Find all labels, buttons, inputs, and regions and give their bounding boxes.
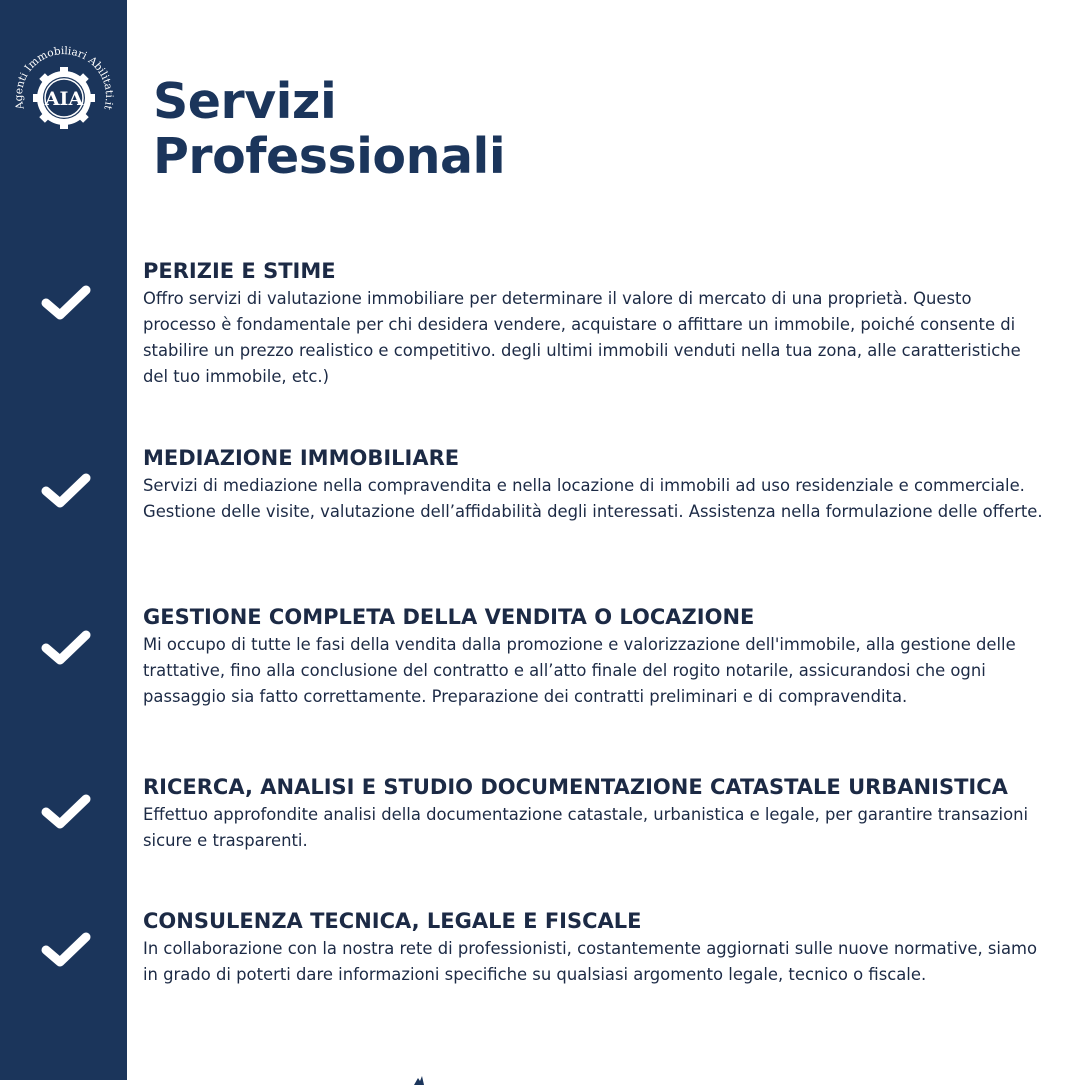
service-body: In collaborazione con la nostra rete di professionisti, costantemente aggiornati sulle nuove normative, siamo in grado di poterti dare informazioni specifiche su qualsiasi argomento legale, tecnico o fiscale. (143, 939, 1038, 984)
check-icon (39, 929, 93, 969)
service-heading: PERIZIE E STIME (143, 259, 336, 283)
check-icon (39, 282, 93, 322)
service-gestione (143, 604, 1043, 710)
service-perizie (143, 258, 1043, 390)
service-heading: GESTIONE COMPLETA DELLA VENDITA O LOCAZIONE (143, 605, 755, 629)
service-body: Offro servizi di valutazione immobiliare per determinare il valore di mercato di una proprietà. Questo processo è fondamentale per chi desidera vendere, acquistare o affittare un immobile, poiché consente di stabilire un prezzo realistico e competitivo. degli ultimi immobili venduti nella tua zona, alle caratteristiche del tuo immobile, etc.) (143, 289, 1021, 386)
logo-icon (8, 36, 120, 148)
check-icon (39, 791, 93, 831)
service-heading: RICERCA, ANALISI E STUDIO DOCUMENTAZIONE CATASTALE URBANISTICA (143, 775, 1008, 799)
page-title-line2: Professionali (153, 128, 506, 185)
page-title-line1: Servizi (153, 73, 337, 130)
service-body: Servizi di mediazione nella compravendita e nella locazione di immobili ad uso residenziale e commerciale. Gestione delle visite, valutazione dell’affidabilità degli interessati. Assistenza nella formulazione delle offerte. (143, 476, 1043, 521)
service-heading: CONSULENZA TECNICA, LEGALE E FISCALE (143, 909, 642, 933)
service-heading: MEDIAZIONE IMMOBILIARE (143, 446, 460, 470)
sidebar (0, 0, 127, 1080)
page-title (153, 74, 505, 184)
service-consulenza (143, 908, 1043, 988)
service-ricerca (143, 774, 1043, 854)
logo (8, 36, 120, 148)
logo-monogram: AIA (44, 88, 84, 110)
check-icon (39, 627, 93, 667)
footer-mark-icon (412, 1070, 426, 1080)
service-body: Mi occupo di tutte le fasi della vendita dalla promozione e valorizzazione dell'immobile, alla gestione delle trattative, fino alla conclusione del contratto e all’atto finale del rogito notarile, assicurandosi che ogni passaggio sia fatto correttamente. Preparazione dei contratti preliminari e di compravendita. (143, 635, 1016, 706)
service-body: Effettuo approfondite analisi della documentazione catastale, urbanistica e legale, per garantire transazioni sicure e trasparenti. (143, 805, 1029, 850)
check-icon (39, 470, 93, 510)
logo-ring-text: Agenti Immobiliari Abilitati.it (12, 45, 116, 111)
service-mediazione (143, 445, 1043, 525)
